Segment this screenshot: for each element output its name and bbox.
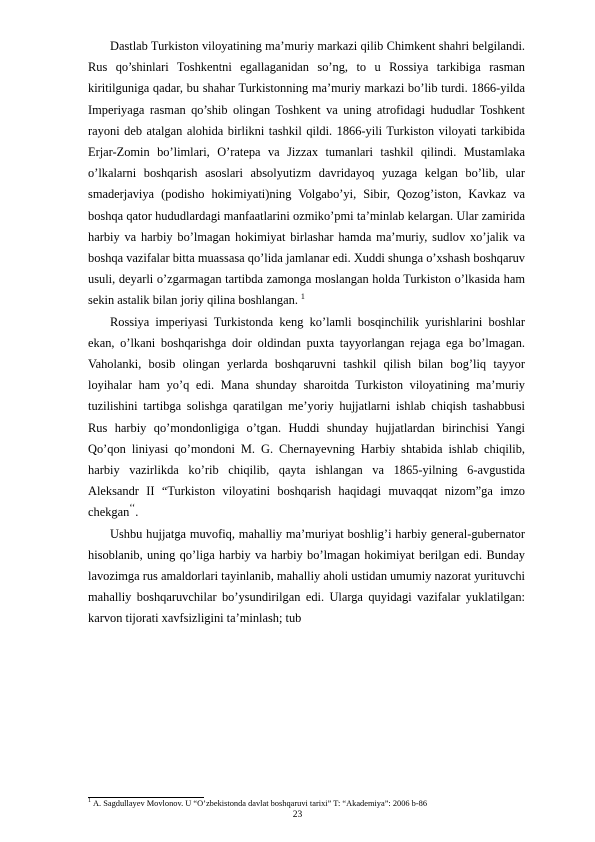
paragraph-1-text: Dastlab Turkiston viloyatining ma’muriy markazi qilib Chimkent shahri belgilandi. Rus qo’shinlari Toshkentni egallaganidan so’ng, to u Rossiya tarkibiga rasman kiritilguniga qadar, bu shahar Turkistonning ma’muriy markazi bo’lib turdi. 1866-yilda Imperiyaga rasman qo’shib olingan Toshkent va uning atrofidagi hududlar Toshkent rayoni deb atalgan alohida birlikni tashkil qildi. 1866-yili Turkiston viloyati tarkibida Erjar-Zomin bo’limlari, O’ratepa va Jizzax tumanlari tashkil qilindi. Mustamlaka o’lkalarni boshqarish asoslari absolyutizm davridayoq yuzaga kelgan bo’lib, ular smaderjaviya (podisho hokimiyati)ning Volgabo’yi, Sibir, Qozog’iston, Kavkaz va boshqa qator hududlardagi manfaatlarini ozmiko’pmi ta’minlab kelargan. Ular zamirida harbiy va harbiy bo’lmagan hokimiyat birlashar hamda ma’muriy, sudlov xo’jalik va boshqa vazifalar bitta muassasa qo’lida jamlanar edi. Xuddi shunga o’xshash boshqaruv usuli, deyarli o’zgarmagan tartibda zamonga moslangan holda Turkiston o’lkasida ham sekin astalik bilan joriy qilina boshlangan.: [88, 39, 525, 308]
footnote-text: A. Sagdullayev Movlonov. U “O’zbekistonda davlat boshqaruvi tarixi” T: “Akademiya”: 2006 b-86: [93, 799, 428, 808]
paragraph-1: [88, 36, 525, 312]
paragraph-2: [88, 312, 525, 524]
paragraph-2-text: Rossiya imperiyasi Turkistonda keng ko’lamli bosqinchilik yurishlarini boshlar ekan, o’lkani boshqarishga doir oldindan puxta tayyorlangan rejaga ega bo’lmagan. Vaholanki, bosib olingan yerlarda boshqaruvni tashkil qilish bilan bog’liq tayyor loyihalar ham yo’q edi. Mana shunday sharoitda Turkiston viloyatining ma’muriy tuzilishini tartibga solishga qaratilgan me’yoriy hujjatlarni ishlab chiqish tashabbusi Rus harbiy qo’mondonligiga o’tgan. Huddi shunday hujjatlardan birinchisi Yangi Qo’qon liniyasi qo’mondoni M. G. Chernayevning Harbiy shtabida ishlab chiqilib, harbiy vazirlikda ko’rib chiqilib, qayta ishlangan va 1865-yilning 6-avgustida Aleksandr II “Turkiston viloyatini boshqarish haqidagi muvaqqat nizom”ga imzo chekgan: [88, 314, 525, 520]
footnote-separator: [88, 797, 204, 798]
page-body: [88, 36, 525, 630]
closing-quote-mark: ‘‘: [129, 503, 136, 515]
paragraph-3: [88, 524, 525, 630]
paragraph-2-ending: .: [135, 505, 139, 520]
page-number: 23: [292, 810, 303, 820]
footnote: [88, 799, 525, 809]
paragraph-3-text: Ushbu hujjatga muvofiq, mahalliy ma’muriyat boshlig’i harbiy general-gubernator hisoblanib, uning qo’liga harbiy va harbiy bo’lmagan hokimiyat berilgan edi. Bunday lavozimga rus amaldorlari tayinlanib, mahalliy aholi ustidan umumiy nazorat yurituvchi mahalliy boshqaruvchilar bo’ysundirilgan edi. Ularga quyidagi vazifalar yuklatilgan: karvon tijorati xavfsizligini ta’minlash; tub: [88, 526, 525, 626]
footnote-reference[interactable]: 1: [300, 292, 305, 302]
footnote-number: 1: [88, 798, 91, 805]
